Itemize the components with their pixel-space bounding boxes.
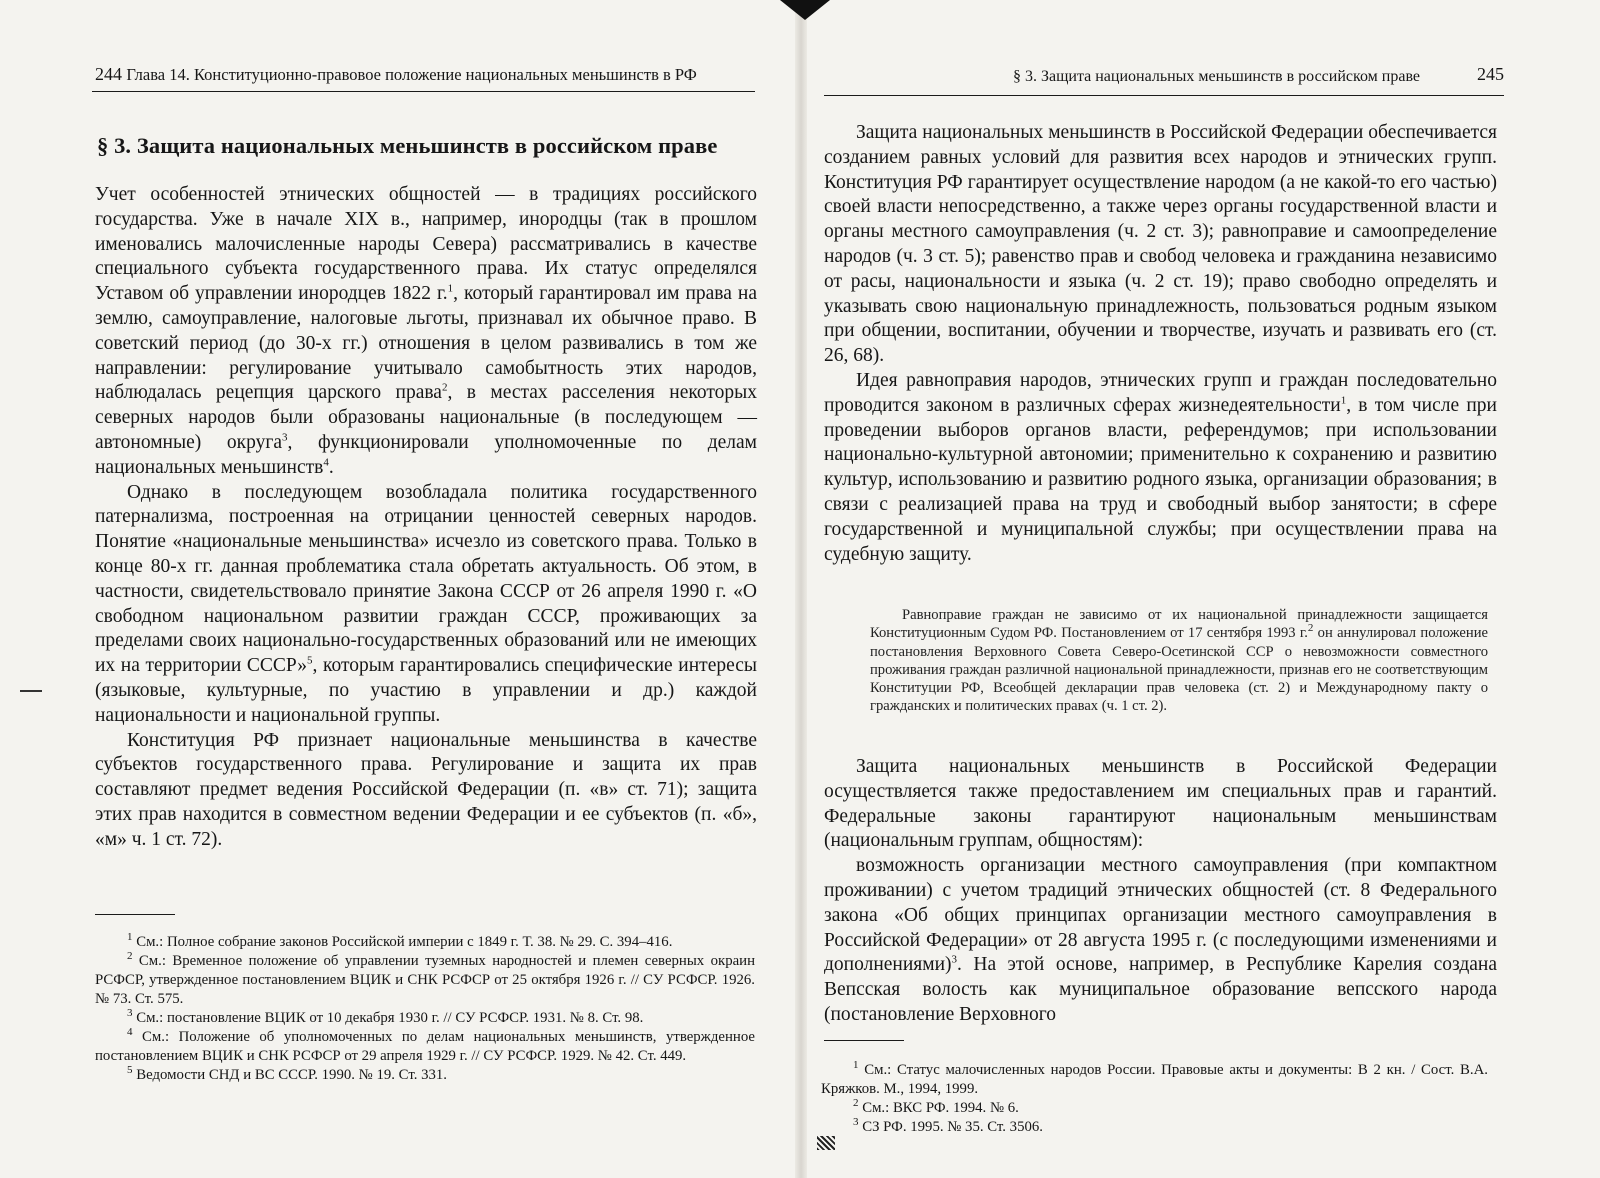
footnote xyxy=(821,1061,1488,1099)
page-number: 244 xyxy=(95,64,122,84)
paragraph-text: , который гарантировал им права на землю, самоуправление, налоговые льготы, признавал их обычное право. В советский период (до 30-х гг.) отношения в целом развивались в том же направлении: регулирование учитывало самобытность этих народов, наблюдалась рецепция царского права xyxy=(95,283,757,404)
footnote-number: 2 xyxy=(127,950,133,963)
small-print-note xyxy=(870,606,1488,716)
running-title: Глава 14. Конституционно-правовое положение национальных меньшинств в РФ xyxy=(126,65,697,84)
footnote-number: 1 xyxy=(127,931,133,944)
paragraph-text: . xyxy=(328,456,334,478)
footnote xyxy=(95,933,755,952)
header-rule xyxy=(92,91,755,92)
paragraph xyxy=(824,755,1497,854)
footnote xyxy=(821,1118,1488,1137)
footnote-ref: 2 xyxy=(441,381,448,394)
footnote-number: 3 xyxy=(853,1116,859,1129)
footnote-number: 3 xyxy=(127,1007,133,1020)
page-number: 245 xyxy=(1477,64,1504,84)
paragraph xyxy=(95,729,757,853)
paragraph-text: , в местах расселения некоторых северных народов были образованы национальные (в последующем — автономные) округа xyxy=(95,382,757,453)
paragraph-text: . На этой основе, например, в Республике Карелия создана Вепсская волость как муниципальное образование вепсского народа (постановление Верховного xyxy=(824,954,1497,1025)
footnotes xyxy=(821,1061,1488,1137)
footnote-text: См.: Положение об уполномоченных по делам национальных меньшинств, утвержденное постановлением ВЦИК и СНК РСФСР от 29 апреля 1929 г. // СУ РСФСР. 1929. № 42. Ст. 449. xyxy=(95,1029,755,1064)
footnote-text: См.: постановление ВЦИК от 10 декабря 1930 г. // СУ РСФСР. 1931. № 8. Ст. 98. xyxy=(132,1010,644,1026)
paragraph-text: , в том числе при проведении выборов органов власти, референдумов; при использовании национально-культурной автономии; применительно к сохранению и развитию культур, использованию и развитию родного языка, организации образования; в связи с реализацией права на труд и свободный выбор занятости; в сфере государственной и муниципальной службы; при осуществлении права на судебную защиту. xyxy=(824,394,1497,565)
footnote xyxy=(95,952,755,1009)
footnote-ref: 5 xyxy=(306,654,313,667)
body-text xyxy=(824,755,1497,1028)
right-page xyxy=(807,0,1600,1178)
paragraph-text: Идея равноправия народов, этнических групп и граждан последовательно проводится законом в различных сферах жизнедеятельности xyxy=(824,369,1497,416)
paragraph xyxy=(95,183,757,481)
body-text xyxy=(824,121,1497,567)
running-header xyxy=(95,64,697,85)
footnote-ref: 3 xyxy=(281,431,288,444)
footnote xyxy=(95,1028,755,1066)
paragraph xyxy=(95,481,757,729)
footnote-text: СЗ РФ. 1995. № 35. Ст. 3506. xyxy=(858,1119,1043,1135)
paragraph xyxy=(824,854,1497,1028)
footnote-ref: 3 xyxy=(951,953,958,966)
note-text: Равноправие граждан не зависимо от их национальной принадлежности защищается Конституционным Судом РФ. Постановлением от 17 сентября 1993 г. xyxy=(870,607,1488,642)
left-page xyxy=(0,0,795,1178)
footnote xyxy=(95,1066,755,1085)
footnote-ref: 1 xyxy=(1340,394,1347,407)
footnote-rule xyxy=(95,914,175,915)
footnote-text: Ведомости СНД и ВС СССР. 1990. № 19. Ст. 331. xyxy=(132,1067,447,1083)
body-text xyxy=(95,183,757,853)
paragraph-text: Защита национальных меньшинств в Российской Федерации осуществляется также предоставлением им специальных прав и гарантий. Федеральные законы гарантируют национальным меньшинствам (национальным группам, общностям): xyxy=(824,756,1497,852)
running-title: § 3. Защита национальных меньшинств в российском праве xyxy=(1012,68,1420,85)
footnote-ref: 2 xyxy=(1307,622,1314,635)
footnote-text: См.: Временное положение об управлении туземных народностей и племен северных окраин РСФСР, утвержденное постановлением ВЦИК и СНК РСФСР от 25 октября 1926 г. // СУ РСФСР. 1926. № 73. Ст. 575. xyxy=(95,953,755,1007)
paragraph-text: , которым гарантировались специфические интересы (языковые, культурные, по участию в управлении и др.) каждой национальности и национальной группы. xyxy=(95,655,757,726)
scan-stamp xyxy=(817,1136,835,1150)
footnote-ref: 4 xyxy=(323,456,329,469)
paragraph-text: , функционировали уполномоченные по делам национальных меньшинств xyxy=(95,431,757,478)
footnote-ref: 1 xyxy=(447,282,454,295)
paragraph-text: Учет особенностей этнических общностей — в традициях российского государства. Уже в начале XIX в., например, инородцы (так в прошлом именовались малочисленные народы Севера) рассматривались в качестве специального субъекта государственного права. Их статус определялся Уставом об управлении инородцев 1822 г. xyxy=(95,184,757,305)
footnote-text: См.: ВКС РФ. 1994. № 6. xyxy=(858,1100,1019,1116)
paragraph xyxy=(824,121,1497,369)
paragraph-text: Защита национальных меньшинств в Российской Федерации обеспечивается созданием равных условий для развития всех народов и этнических групп. Конституция РФ гарантирует осуществление народом (а не какой-то его частью) своей власти непосредственно, а также через органы государственной власти и органы местного самоуправления (ч. 2 ст. 3); равноправие и самоопределение народов (ч. 3 ст. 5); равенство прав и свобод человека и гражданина независимо от расы, национальности и языка (ч. 2 ст. 19); право свободно определять и указывать свою национальную принадлежность, пользоваться родным языком при общении, воспитании, обучении и творчестве, изучать и развивать его (ст. 26, 68). xyxy=(824,122,1497,367)
header-rule xyxy=(824,95,1504,96)
footnote xyxy=(95,1009,755,1028)
section-heading: § 3. Защита национальных меньшинств в российском праве xyxy=(97,133,718,158)
note-text: он аннулировал положение постановления Верховного Совета Северо-Осетинской ССР о невозможности совместного проживания граждан различной национальной принадлежности, признав его не соответствующим Конституции РФ, Всеобщей декларации прав человека (ст. 2) и Международному пакту о гражданских и политических правах (ч. 1 ст. 2). xyxy=(870,625,1488,715)
footnote-number: 5 xyxy=(127,1064,133,1077)
footnote-text: См.: Статус малочисленных народов России. Правовые акты и документы: В 2 кн. / Сост. В.А. Кряжков. М., 1994, 1999. xyxy=(821,1062,1488,1097)
footnote-rule xyxy=(824,1040,904,1041)
paragraph-text: возможность организации местного самоуправления (при компактном проживании) с учетом традиций этнических общностей (ст. 8 Федерального закона «Об общих принципах организации местного самоуправления в Российской Федерации» от 28 августа 1995 г. (с последующими изменениями и дополнениями) xyxy=(824,855,1497,976)
book-gutter xyxy=(795,0,807,1178)
footnote-number: 4 xyxy=(127,1026,133,1039)
footnote-number: 2 xyxy=(853,1097,859,1110)
footnote-text: См.: Полное собрание законов Российской империи с 1849 г. Т. 38. № 29. С. 394–416. xyxy=(132,934,673,950)
paragraph xyxy=(824,369,1497,567)
footnote xyxy=(821,1099,1488,1118)
footnotes xyxy=(95,933,755,1085)
paragraph-text: Однако в последующем возобладала политика государственного патернализма, построенная на отрицании ценностей северных народов. Понятие «национальные меньшинства» исчезло из советского права. Только в конце 80-х гг. данная проблематика стала обретать актуальность. Об этом, в частности, свидетельствовало принятие Закона СССР от 26 апреля 1990 г. «О свободном национальном развитии граждан СССР, проживающих за пределами своих национально-государственных образований или не имеющих их на территории СССР» xyxy=(95,481,757,677)
paragraph-text: Конституция РФ признает национальные меньшинства в качестве субъектов государственного права. Регулирование и защита их прав составляют предмет ведения Российской Федерации (п. «в» ст. 71); защита этих прав находится в совместном ведении Федерации и ее субъектов (п. «б», «м» ч. 1 ст. 72). xyxy=(95,729,757,850)
footnote-number: 1 xyxy=(853,1059,859,1072)
